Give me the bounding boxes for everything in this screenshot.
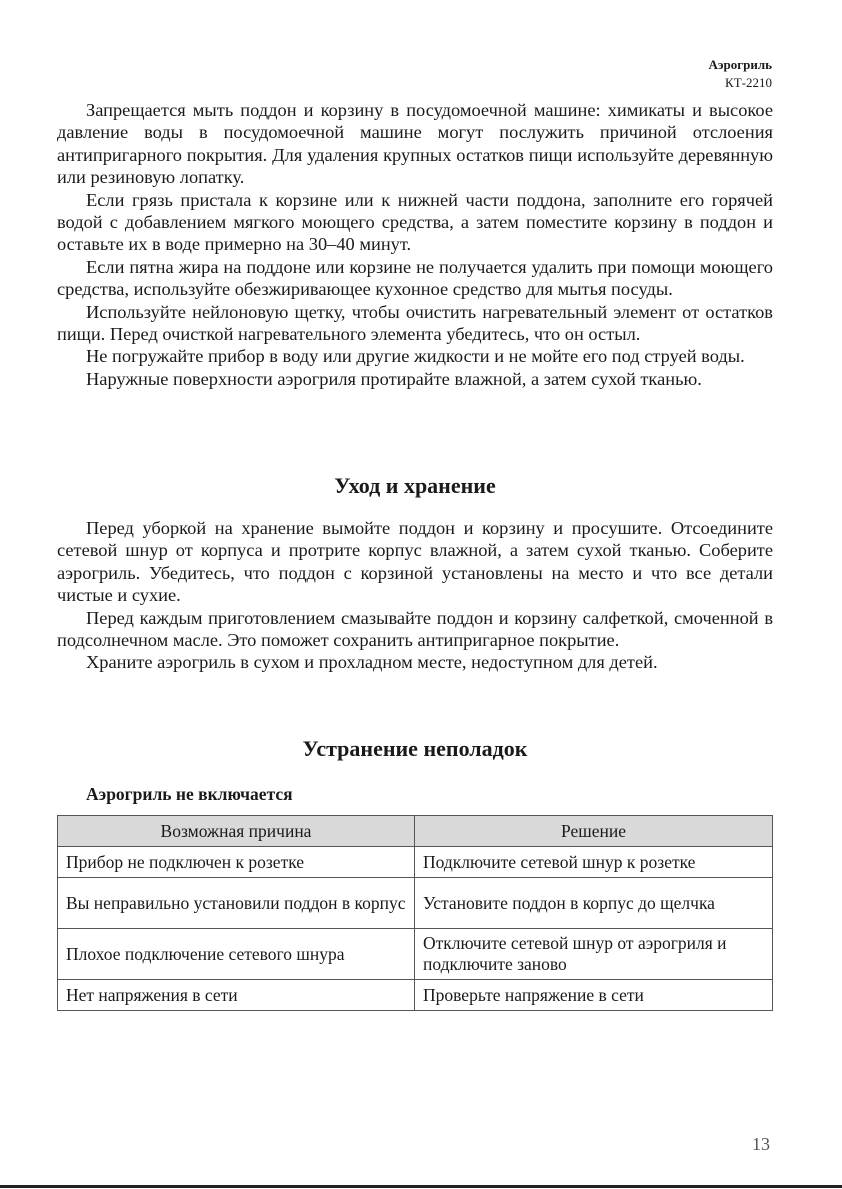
cleaning-paragraph: Если грязь пристала к корзине или к нижней части поддона, заполните его горячей водой с добавлением мягкого моющего средства, а затем поместите корзину в поддон и оставьте их в воде примерно на 30–40 минут.: [57, 189, 773, 255]
table-row: [58, 980, 773, 1011]
column-header-solution: Решение: [415, 816, 773, 847]
troubleshooting-subheading: Аэрогриль не включается: [86, 784, 293, 804]
page-bottom-rule: [0, 1185, 842, 1188]
care-heading: Уход и хранение: [334, 473, 496, 498]
solution-cell: Установите поддон в корпус до щелчка: [415, 878, 773, 929]
table-header-row: [58, 816, 773, 847]
running-header: [708, 56, 772, 92]
troubleshooting-table: [57, 815, 773, 1011]
care-section: [57, 517, 773, 674]
column-header-cause: Возможная причина: [58, 816, 415, 847]
cleaning-paragraph: Наружные поверхности аэрогриля протирайте влажной, а затем сухой тканью.: [86, 368, 702, 389]
care-paragraph: Храните аэрогриль в сухом и прохладном месте, недоступном для детей.: [86, 652, 658, 673]
cleaning-paragraph: Используйте нейлоновую щетку, чтобы очистить нагревательный элемент от остатков пищи. Перед очисткой нагревательного элемента убедитесь, что он остыл.: [57, 301, 773, 345]
table-row: [58, 878, 773, 929]
cleaning-paragraph: Запрещается мыть поддон и корзину в посудомоечной машине: химикаты и высокое давление воды в посудомоечной машине могут послужить причиной отслоения антипригарного покрытия. Для удаления крупных остатков пищи используйте деревянную или резиновую лопатку.: [57, 100, 773, 188]
table-row: [58, 929, 773, 980]
solution-cell: Отключите сетевой шнур от аэрогриля и подключите заново: [415, 929, 773, 980]
cleaning-section: [57, 99, 773, 390]
header-title: Аэрогриль: [708, 57, 772, 72]
header-model: КТ-2210: [725, 75, 772, 90]
cleaning-paragraph: Не погружайте прибор в воду или другие жидкости и не мойте его под струей воды.: [86, 346, 745, 367]
solution-cell: Проверьте напряжение в сети: [415, 980, 773, 1011]
care-paragraph: Перед каждым приготовлением смазывайте поддон и корзину салфеткой, смоченной в подсолнечном масле. Это поможет сохранить антипригарное покрытие.: [57, 607, 773, 651]
care-paragraph: Перед уборкой на хранение вымойте поддон и корзину и просушите. Отсоедините сетевой шнур от корпуса и протрите корпус влажной, а затем сухой тканью. Соберите аэрогриль. Убедитесь, что поддон с корзиной установлены на место и что все детали чистые и сухие.: [57, 518, 773, 606]
troubleshooting-heading: Устранение неполадок: [302, 736, 528, 761]
table-row: [58, 847, 773, 878]
cleaning-paragraph: Если пятна жира на поддоне или корзине не получается удалить при помощи моющего средства, используйте обезжиривающее кухонное средство для мытья посуды.: [57, 256, 773, 300]
page-number: 13: [752, 1134, 770, 1154]
cause-cell: Плохое подключение сетевого шнура: [58, 929, 415, 980]
cause-cell: Прибор не подключен к розетке: [58, 847, 415, 878]
cause-cell: Нет напряжения в сети: [58, 980, 415, 1011]
cause-cell: Вы неправильно установили поддон в корпус: [58, 878, 415, 929]
solution-cell: Подключите сетевой шнур к розетке: [415, 847, 773, 878]
